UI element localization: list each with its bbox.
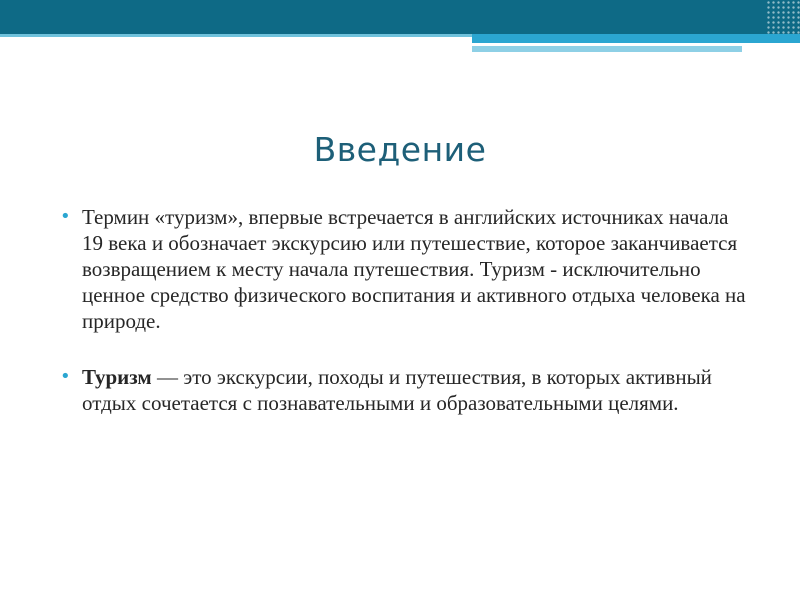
bullet-item [60,364,750,416]
bullet-text: Термин «туризм», впервые встречается в английских источниках начала 19 века и обозначает экскурсию или путешествие, которое заканчивается возвращением к месту начала путешествия. Туризм - исключительно ценное средство физического воспитания и активного отдыха человека на природе. [82,205,746,333]
header-band [0,0,800,34]
header-accent-line [0,34,472,37]
header-accent-bar [472,34,800,43]
corner-dot-pattern [766,0,800,34]
header-accent-bar-secondary [472,46,742,52]
bullet-item [60,204,750,334]
bullet-marker: • [60,206,71,227]
bullet-text: — это экскурсии, походы и путешествия, в которых активный отдых сочетается с познавательными и образовательными целями. [82,365,712,415]
bullet-term: Туризм [82,365,152,389]
slide-title: Введение [313,130,487,169]
slide-content [60,204,750,416]
bullet-marker: • [60,366,71,387]
